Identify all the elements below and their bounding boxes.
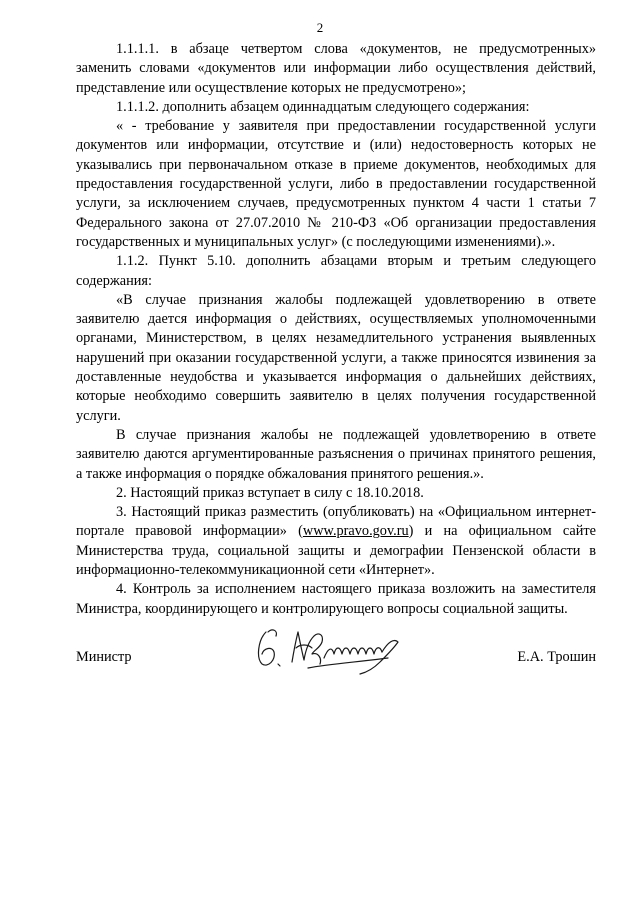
paragraph-complaint-rejected: В случае признания жалобы не подлежащей удовлетворению в ответе заявителю даются аргументированные разъяснения о причинах принятого решения, а также информация о порядке обжалования принятого решения.».	[76, 426, 596, 482]
paragraph-1-1-1-1: 1.1.1.1. в абзаце четвертом слова «документов, не предусмотренных» заменить словами «документов или информации либо осуществления действий, представление или осуществление которых не предусмотрено»;	[76, 41, 596, 96]
signature-block	[76, 618, 596, 678]
paragraph-control: 4. Контроль за исполнением настоящего приказа возложить на заместителя Министра, координирующего и контролирующего вопросы социальной защиты.	[76, 581, 596, 617]
paragraph-1-1-1-2: 1.1.1.2. дополнить абзацем одиннадцатым следующего содержания:	[116, 98, 530, 115]
paragraph-effective-date: 2. Настоящий приказ вступает в силу с 18.10.2018.	[116, 484, 424, 501]
publication-text-before: 3. Настоящий приказ разместить (опубликовать) на «Официальном интернет-портале правовой информации» (	[76, 504, 596, 540]
page-number: 2	[316, 20, 324, 35]
handwritten-signature	[248, 618, 408, 680]
document-body	[76, 40, 596, 619]
paragraph-quote-requirement: « - требование у заявителя при предоставлении государственной услуги документов или информации, отсутствие и (или) недостоверность которых не указывались при первоначальном отказе в приеме документов, необходимых для предоставления государственной услуги, либо в предоставлении государственной услуги, за исключением случаев, предусмотренных пунктом 4 части 1 статьи 7 Федерального закона от 27.07.2010 № 210-ФЗ «Об организации предоставления государственных и муниципальных услуг» (с последующими изменениями).».	[76, 118, 596, 250]
publication-text-after: ) и на официальном сайте Министерства труда, социальной защиты и демографии Пензенской области в информационно-телекоммуникационной сети «Интернет».	[76, 523, 596, 579]
paragraph-1-1-2: 1.1.2. Пункт 5.10. дополнить абзацами вторым и третьим следующего содержания:	[76, 253, 596, 289]
signatory-title: Министр	[76, 649, 132, 665]
paragraph-complaint-satisfied: «В случае признания жалобы подлежащей удовлетворению в ответе заявителю дается информация о действиях, осуществляемых уполномоченными органами, Министерством, в целях незамедлительного устранения выявленных нарушений при оказании государственной услуги, а также приносятся извинения за доставленные неудобства и указывается информация о дальнейших действиях, которые необходимо совершить заявителю в целях получения государственной услуги.	[76, 291, 596, 424]
paragraph-publication	[76, 503, 596, 580]
signatory-name: Е.А. Трошин	[517, 649, 596, 665]
pravo-gov-link[interactable]: www.pravo.gov.ru	[302, 523, 409, 540]
